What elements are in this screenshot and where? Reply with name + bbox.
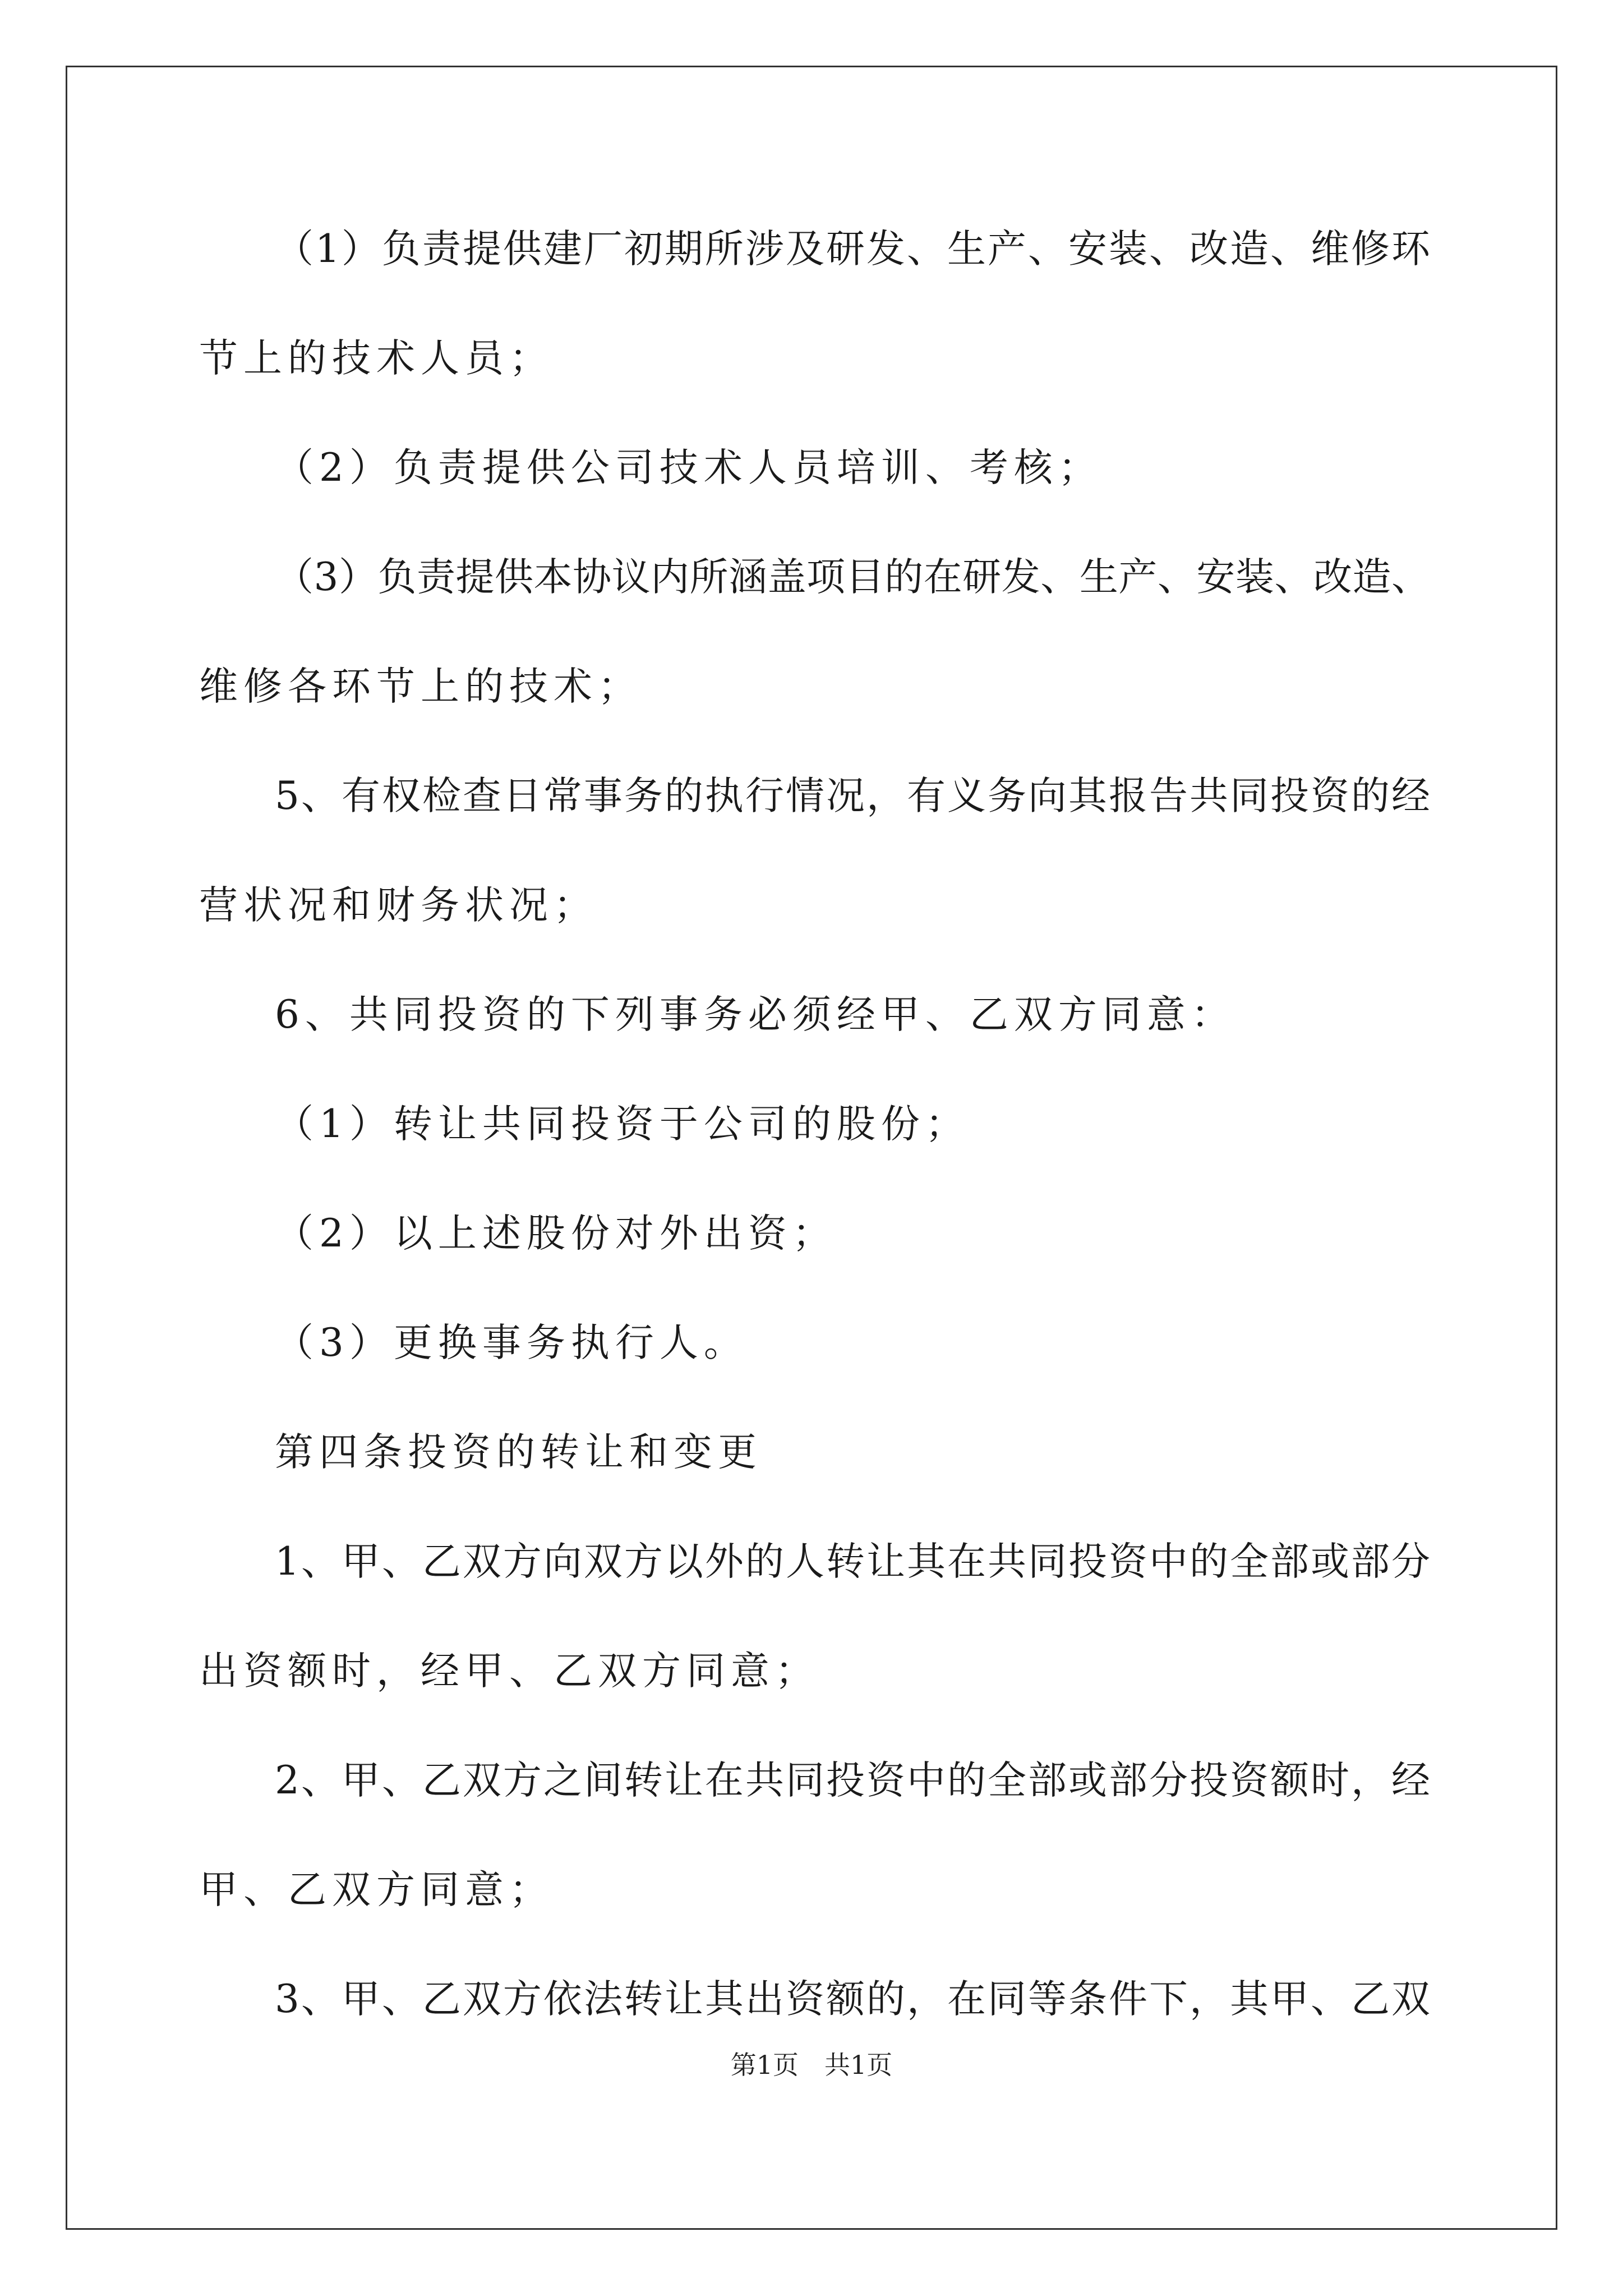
paragraph-line: （1）转让共同投资于公司的股份；	[275, 1102, 970, 1147]
paragraph-line: 节上的技术人员；	[199, 336, 554, 381]
paragraph-line: （3）负责提供本协议内所涵盖项目的在研发、生产、安装、改造、	[275, 555, 1430, 600]
paragraph-line: （2）以上述股份对外出资；	[275, 1211, 837, 1256]
paragraph-line: 营状况和财务状况；	[199, 883, 598, 928]
paragraph-line: 3、甲、乙双方依法转让其出资额的，在同等条件下，其甲、乙双	[275, 1977, 1430, 2022]
paragraph-line: 维修各环节上的技术；	[199, 664, 642, 709]
page-footer: 第1页 共1页	[730, 2050, 893, 2080]
paragraph-line: 出资额时，经甲、乙双方同意；	[199, 1649, 819, 1694]
paragraph-line: 1、甲、乙双方向双方以外的人转让其在共同投资中的全部或部分	[275, 1539, 1430, 1584]
paragraph-line: （3）更换事务执行人。	[275, 1320, 748, 1365]
paragraph-line: 2、甲、乙双方之间转让在共同投资中的全部或部分投资额时，经	[275, 1758, 1430, 1803]
paragraph-line: 6、共同投资的下列事务必须经甲、乙双方同意：	[275, 992, 1235, 1037]
paragraph-line: （2）负责提供公司技术人员培训、考核；	[275, 445, 1103, 490]
paragraph-line: 甲、乙双方同意；	[199, 1867, 554, 1912]
section-heading: 第四条投资的转让和变更	[275, 1430, 762, 1475]
paragraph-line: （1）负责提供建厂初期所涉及研发、生产、安装、改造、维修环	[275, 227, 1430, 272]
paragraph-line: 5、有权检查日常事务的执行情况，有义务向其报告共同投资的经	[275, 774, 1430, 818]
